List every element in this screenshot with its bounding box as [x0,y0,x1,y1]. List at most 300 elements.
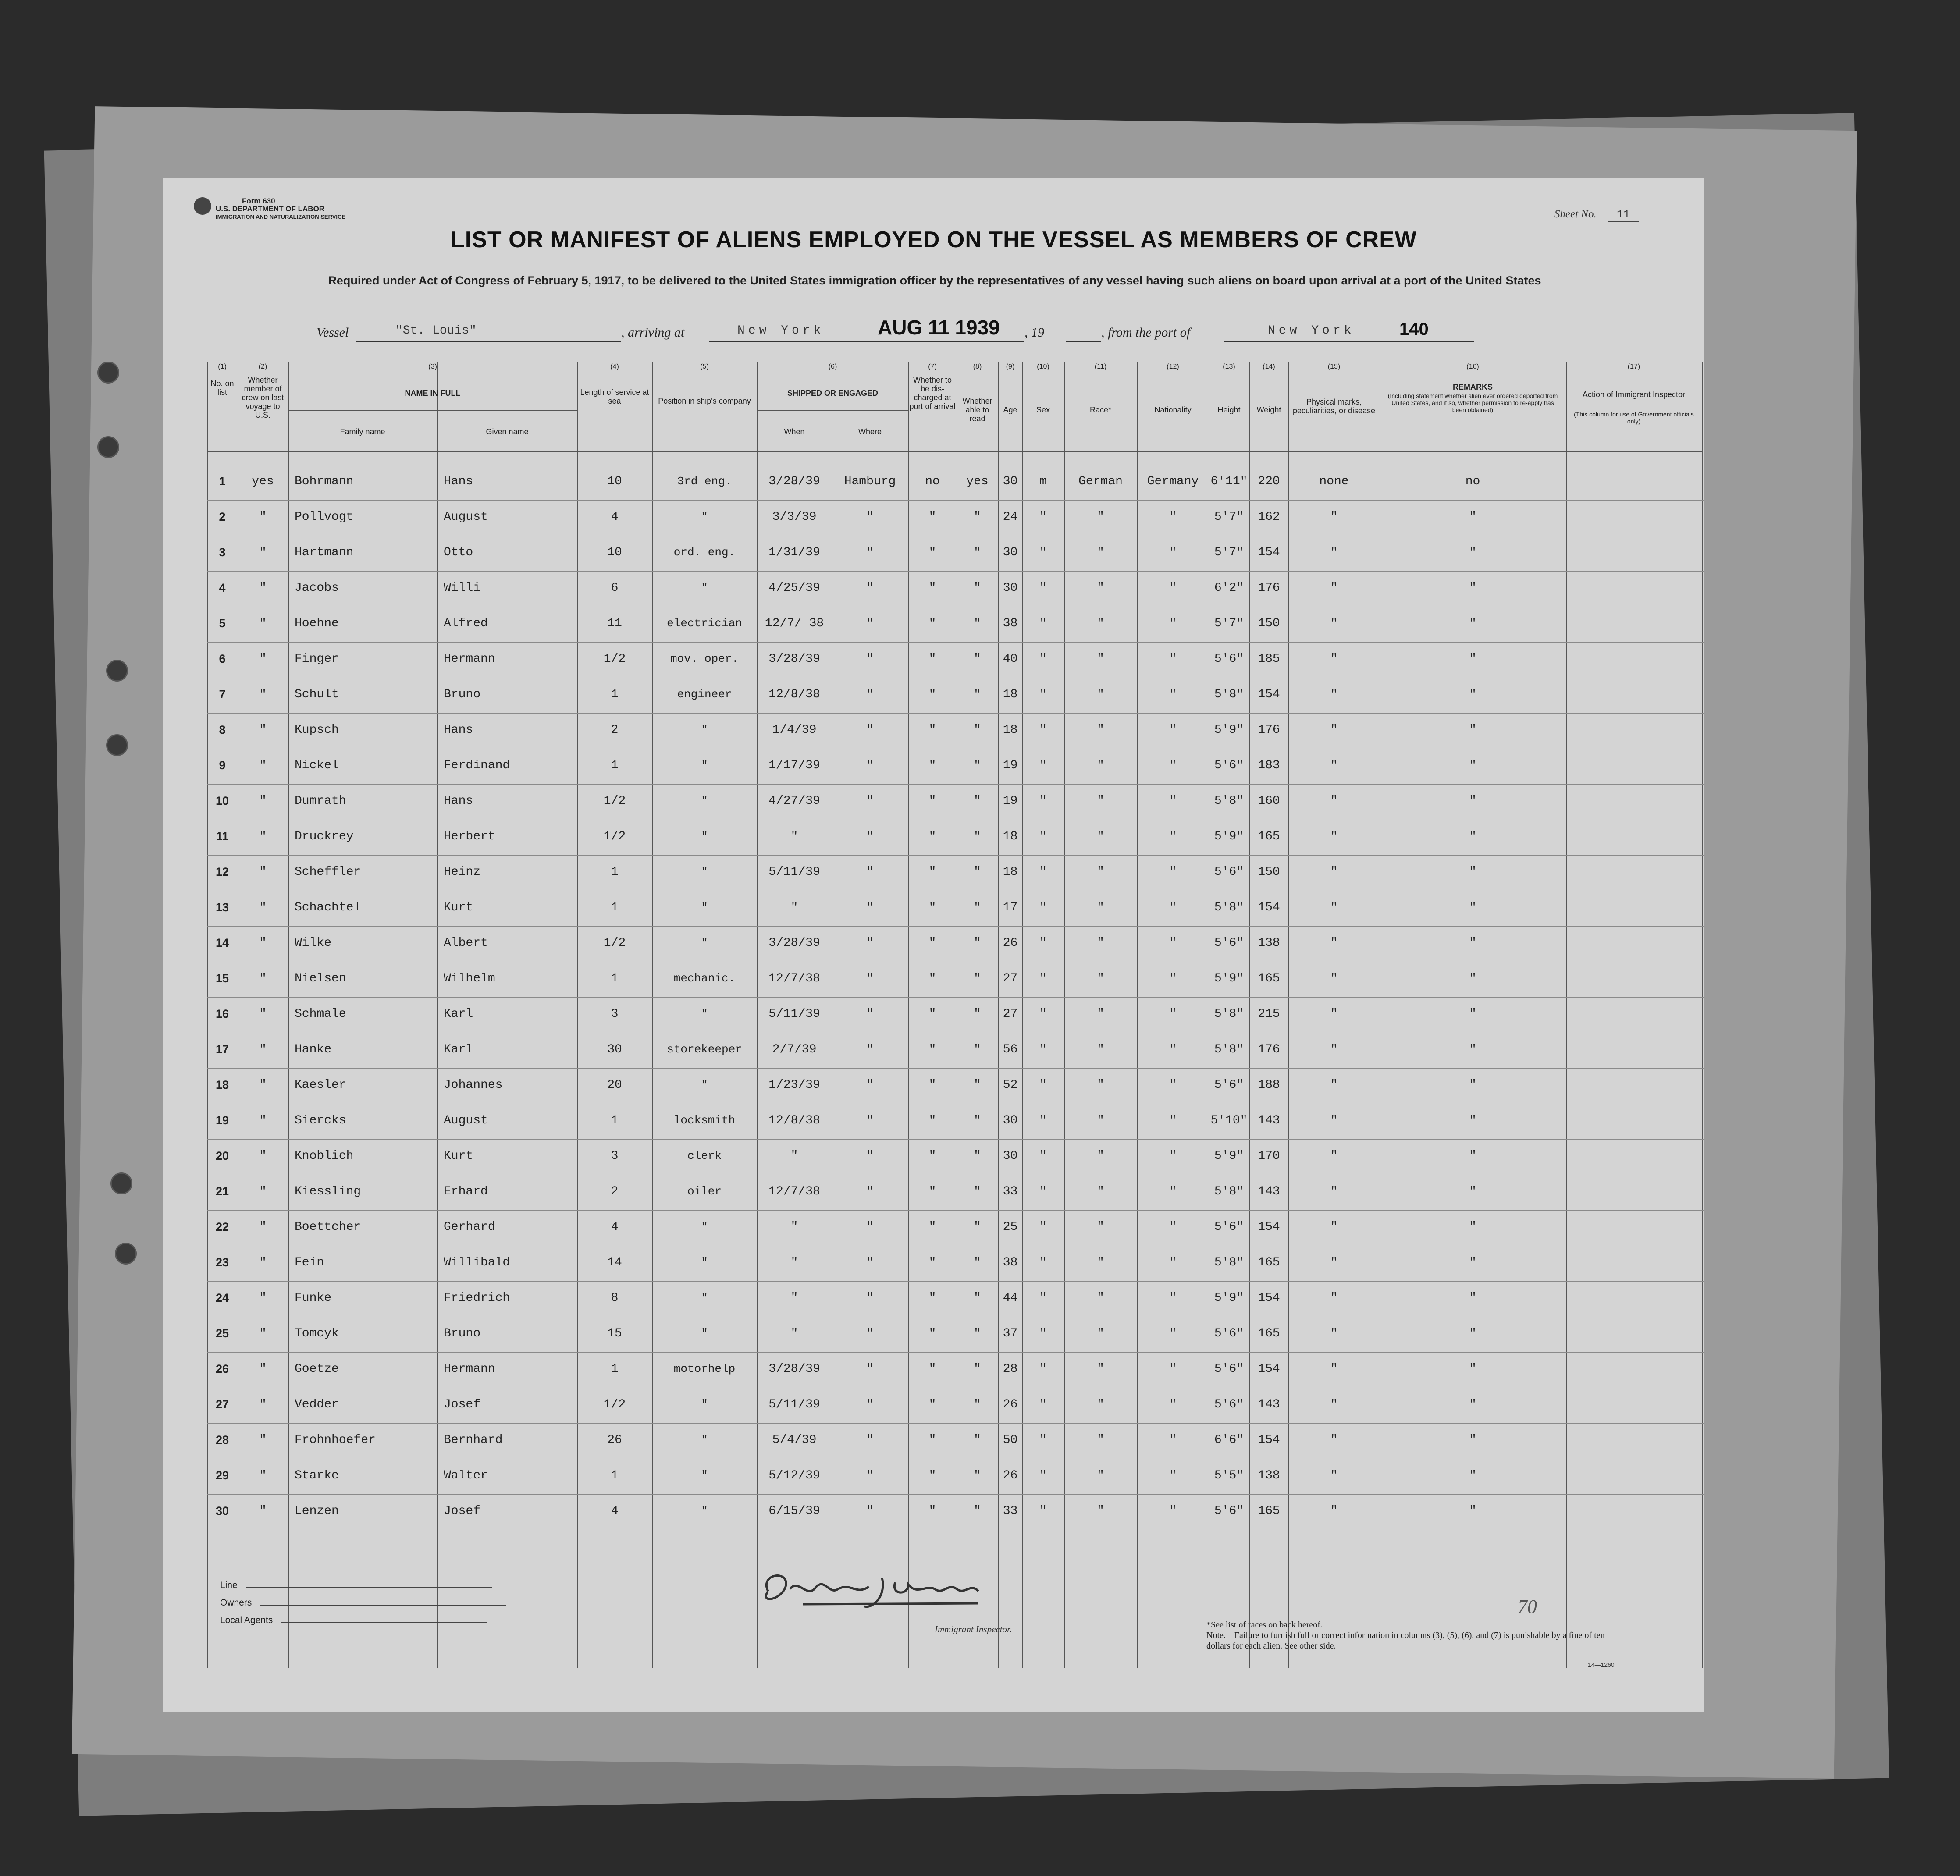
weight-cell: 188 [1258,1078,1280,1092]
age-cell: 52 [1003,1078,1018,1092]
can-read-cell: " [974,830,981,843]
discharged-cell: " [928,581,936,595]
physical-marks-cell: " [1330,652,1338,666]
shipped-where-cell: " [866,1362,874,1376]
header-discharged: Whether to be dis-charged at port of arrival [909,376,956,411]
nationality-cell: " [1169,723,1177,737]
service-cell: 1 [611,901,619,914]
sex-cell: " [1039,1469,1047,1482]
age-cell: 27 [1003,1007,1018,1021]
nationality-cell: " [1169,581,1177,595]
header-where: Where [858,427,882,436]
position-cell: ord. eng. [673,546,736,559]
nationality-cell: " [1169,1078,1177,1092]
sex-cell: " [1039,759,1047,772]
shipped-where-cell: " [866,617,874,630]
header-remarks-note: (Including statement whether alien ever ordered deported from United States, and if so, whether permission to re-apply has been obtained) [1387,392,1558,413]
nationality-cell: " [1169,972,1177,985]
weight-cell: 150 [1258,617,1280,630]
sex-cell: " [1039,1114,1047,1127]
weight-cell: 176 [1258,581,1280,595]
discharged-cell: " [928,794,936,808]
physical-marks-cell: " [1330,1114,1338,1127]
height-cell: 5'8" [1214,901,1244,914]
family-name-cell: Boettcher [295,1220,361,1234]
remarks-cell: " [1469,652,1476,666]
race-cell: " [1097,1362,1104,1376]
remarks-cell: " [1469,1078,1476,1092]
table-row [163,1033,1704,1069]
physical-marks-cell: " [1330,510,1338,524]
header-able-to-read: Whether able to read [962,397,992,423]
shipped-where-cell: " [866,1291,874,1305]
weight-cell: 165 [1258,1256,1280,1269]
can-read-cell: " [974,972,981,985]
remarks-cell: " [1469,865,1476,879]
discharged-cell: " [928,1149,936,1163]
race-cell: " [1097,1291,1104,1305]
height-cell: 5'6" [1214,1078,1244,1092]
col-num: (13) [1223,363,1235,370]
height-cell: 5'9" [1214,723,1244,737]
header-service-at-sea: Length of service at sea [580,388,649,405]
row-number: 16 [215,1007,229,1020]
row-number: 27 [215,1398,229,1411]
prev-voyage-cell: " [259,1185,267,1198]
physical-marks-cell: " [1330,1078,1338,1092]
row-number: 9 [219,759,226,772]
physical-marks-cell: " [1330,546,1338,559]
table-row [163,1459,1704,1495]
discharged-cell: " [928,510,936,524]
header-age: Age [1003,405,1017,414]
service-cell: 3 [611,1149,619,1163]
handwritten-mark: 70 [1518,1596,1537,1617]
physical-marks-cell: " [1330,723,1338,737]
prev-voyage-cell: " [259,1114,267,1127]
table-row [163,1069,1704,1104]
table-row [163,536,1704,572]
position-cell: " [701,1220,708,1233]
remarks-cell: " [1469,1398,1476,1411]
family-name-cell: Pollvogt [295,510,354,524]
service-cell: 2 [611,723,619,737]
age-cell: 18 [1003,865,1018,879]
sex-cell: " [1039,1504,1047,1518]
can-read-cell: " [974,1504,981,1518]
header-race: Race* [1089,405,1112,414]
shipped-where-cell: " [866,723,874,737]
shipped-when-cell: " [790,901,798,914]
table-row [163,1246,1704,1282]
weight-cell: 165 [1258,830,1280,843]
can-read-cell: " [974,1291,981,1305]
nationality-cell: " [1169,1220,1177,1234]
height-cell: 5'9" [1214,1149,1244,1163]
shipped-when-cell: 1/17/39 [768,759,820,772]
discharged-cell: " [928,546,936,559]
footer-fields [220,1580,506,1633]
family-name-cell: Kaesler [295,1078,346,1092]
shipped-where-cell: " [866,936,874,950]
family-name-cell: Kiessling [295,1185,361,1198]
shipped-when-cell: 1/4/39 [772,723,817,737]
discharged-cell: " [928,1007,936,1021]
row-number: 24 [215,1291,229,1304]
sex-cell: " [1039,510,1047,524]
race-cell: " [1097,652,1104,666]
given-name-cell: Josef [444,1398,481,1411]
service-cell: 14 [607,1256,622,1269]
physical-marks-cell: " [1330,1043,1338,1056]
table-row [163,1353,1704,1388]
physical-marks-cell: " [1330,830,1338,843]
position-cell: " [701,865,708,878]
nationality-cell: " [1169,1362,1177,1376]
discharged-cell: " [928,1291,936,1305]
discharged-cell: " [928,1362,936,1376]
prev-voyage-cell: " [259,1398,267,1411]
height-cell: 5'8" [1214,794,1244,808]
can-read-cell: " [974,1043,981,1056]
age-cell: 30 [1003,475,1018,488]
service-name: IMMIGRATION AND NATURALIZATION SERVICE [216,213,346,220]
age-cell: 19 [1003,759,1018,772]
race-cell: " [1097,1327,1104,1340]
local-agents-blank [281,1622,487,1623]
given-name-cell: Ferdinand [444,759,510,772]
given-name-cell: Hans [444,723,473,737]
table-row [163,1495,1704,1530]
row-number: 20 [215,1149,229,1162]
can-read-cell: " [974,581,981,595]
family-name-cell: Dumrath [295,794,346,808]
header-remarks: REMARKS [1452,383,1493,391]
col-num: (5) [700,363,709,370]
punch-hole [106,660,128,682]
remarks-cell: " [1469,1469,1476,1482]
prev-voyage-cell: " [259,865,267,879]
age-cell: 30 [1003,581,1018,595]
age-cell: 17 [1003,901,1018,914]
prev-voyage-cell: " [259,723,267,737]
physical-marks-cell: " [1330,759,1338,772]
race-note: *See list of races on back hereof. [1206,1620,1323,1630]
remarks-cell: " [1469,1149,1476,1163]
shipped-when-cell: 5/11/39 [768,1398,820,1411]
shipped-when-cell: 5/12/39 [768,1469,820,1482]
can-read-cell: " [974,936,981,950]
shipped-where-cell: " [866,901,874,914]
given-name-cell: Kurt [444,1149,473,1163]
nationality-cell: " [1169,1327,1177,1340]
sex-cell: " [1039,1220,1047,1234]
given-name-cell: Walter [444,1469,488,1482]
race-cell: " [1097,723,1104,737]
height-cell: 5'7" [1214,617,1244,630]
shipped-where-cell: " [866,1185,874,1198]
prev-voyage-cell: " [259,1149,267,1163]
shipped-where-cell: " [866,759,874,772]
table-row [163,1388,1704,1424]
remarks-cell: " [1469,1114,1476,1127]
family-name-cell: Goetze [295,1362,339,1376]
race-cell: " [1097,865,1104,879]
nationality-cell: " [1169,652,1177,666]
page-subtitle: Required under Act of Congress of February 5, 1917, to be delivered to the United States immigration officer by the representatives of any vessel having such aliens on board upon arrival at a port of the United States [328,274,1541,287]
given-name-cell: Bruno [444,1327,481,1340]
vessel-underline [356,341,621,342]
prev-voyage-cell: " [259,1220,267,1234]
remarks-cell: " [1469,972,1476,985]
sex-cell: " [1039,546,1047,559]
age-cell: 38 [1003,1256,1018,1269]
race-cell: " [1097,1078,1104,1092]
remarks-cell: " [1469,1256,1476,1269]
service-cell: 30 [607,1043,622,1056]
physical-marks-cell: " [1330,794,1338,808]
table-row [163,572,1704,607]
race-cell: " [1097,1504,1104,1518]
remarks-cell: " [1469,1007,1476,1021]
row-number: 5 [219,617,226,630]
physical-marks-cell: " [1330,972,1338,985]
nationality-cell: " [1169,1433,1177,1447]
local-agents-label: Local Agents [220,1615,273,1625]
age-cell: 18 [1003,723,1018,737]
physical-marks-cell: " [1330,1398,1338,1411]
shipped-when-cell: 4/27/39 [768,794,820,808]
shipped-when-cell: 3/3/39 [772,510,817,524]
race-cell: " [1097,617,1104,630]
row-number: 6 [219,652,226,665]
weight-cell: 143 [1258,1114,1280,1127]
physical-marks-cell: none [1319,475,1349,488]
shipped-where-cell: " [866,546,874,559]
given-name-cell: Johannes [444,1078,503,1092]
position-cell: " [701,901,708,914]
table-row [163,785,1704,820]
page-title: LIST OR MANIFEST OF ALIENS EMPLOYED ON THE VESSEL AS MEMBERS OF CREW [451,227,1417,252]
nationality-cell: " [1169,1185,1177,1198]
row-number: 4 [219,581,226,594]
race-cell: " [1097,901,1104,914]
discharged-cell: " [928,1220,936,1234]
table-row [163,1282,1704,1317]
prev-voyage-cell: " [259,1078,267,1092]
remarks-cell: " [1469,546,1476,559]
header-position: Position in ship's company [658,397,751,405]
given-name-cell: Otto [444,546,473,559]
service-cell: 1/2 [603,830,626,843]
service-cell: 1 [611,1362,619,1376]
shipped-when-cell: 1/23/39 [768,1078,820,1092]
weight-cell: 154 [1258,901,1280,914]
weight-cell: 154 [1258,546,1280,559]
prev-voyage-cell: " [259,1469,267,1482]
remarks-cell: " [1469,581,1476,595]
position-cell: oiler [687,1185,722,1198]
given-name-cell: Hermann [444,1362,495,1376]
service-cell: 15 [607,1327,622,1340]
sex-cell: " [1039,1078,1047,1092]
position-cell: mechanic. [673,972,736,985]
shipped-when-cell: 5/4/39 [772,1433,817,1447]
service-cell: 26 [607,1433,622,1447]
height-cell: 5'6" [1214,1398,1244,1411]
col-num: (1) [218,363,227,370]
sex-cell: " [1039,1362,1047,1376]
table-row [163,1175,1704,1211]
form-number: Form 630 [242,197,275,205]
table-row [163,749,1704,785]
header-inspector-action: Action of Immigrant Inspector [1582,390,1686,399]
service-cell: 11 [607,617,622,630]
position-cell: " [701,794,708,807]
shipped-when-cell: 12/7/38 [768,972,820,985]
can-read-cell: " [974,617,981,630]
given-name-cell: Friedrich [444,1291,510,1305]
nationality-cell: " [1169,901,1177,914]
discharged-cell: " [928,688,936,701]
position-cell: " [701,1078,708,1091]
can-read-cell: " [974,1149,981,1163]
discharged-cell: " [928,1398,936,1411]
position-cell: " [701,1398,708,1411]
height-cell: 5'8" [1214,688,1244,701]
sex-cell: " [1039,1433,1047,1447]
service-cell: 1/2 [603,1398,626,1411]
shipped-where-cell: " [866,510,874,524]
can-read-cell: " [974,901,981,914]
race-cell: " [1097,688,1104,701]
height-cell: 5'5" [1214,1469,1244,1482]
row-number: 22 [215,1220,229,1233]
physical-marks-cell: " [1330,1291,1338,1305]
position-cell: motorhelp [673,1362,736,1375]
given-name-cell: Erhard [444,1185,488,1198]
race-cell: " [1097,936,1104,950]
can-read-cell: yes [966,475,989,488]
service-cell: 1 [611,865,619,879]
discharged-cell: " [928,652,936,666]
remarks-cell: no [1465,475,1480,488]
service-cell: 4 [611,1220,619,1234]
given-name-cell: Hans [444,475,473,488]
col-num: (8) [973,363,982,370]
prev-voyage-cell: " [259,972,267,985]
discharged-cell: " [928,1504,936,1518]
nationality-cell: " [1169,936,1177,950]
shipped-when-cell: 3/28/39 [768,652,820,666]
race-cell: " [1097,546,1104,559]
physical-marks-cell: " [1330,581,1338,595]
row-number: 3 [219,546,226,559]
can-read-cell: " [974,688,981,701]
shipped-when-cell: 6/15/39 [768,1504,820,1518]
arriving-underline [709,341,1024,342]
weight-cell: 138 [1258,936,1280,950]
service-cell: 3 [611,1007,619,1021]
prev-voyage-cell: " [259,1256,267,1269]
family-name-cell: Scheffler [295,865,361,879]
shipped-where-cell: " [866,1078,874,1092]
table-row [163,1424,1704,1459]
remarks-cell: " [1469,794,1476,808]
position-cell: " [701,1291,708,1304]
service-cell: 2 [611,1185,619,1198]
height-cell: 6'11" [1210,475,1248,488]
position-cell: mov. oper. [670,652,739,665]
prev-voyage-cell: " [259,1043,267,1056]
discharged-cell: " [928,1185,936,1198]
age-cell: 26 [1003,1398,1018,1411]
race-cell: " [1097,510,1104,524]
shipped-when-cell: " [790,1327,798,1340]
position-cell: " [701,1433,708,1446]
age-cell: 30 [1003,1114,1018,1127]
sex-cell: " [1039,1256,1047,1269]
discharged-cell: " [928,936,936,950]
can-read-cell: " [974,1078,981,1092]
prev-voyage-cell: " [259,617,267,630]
punch-hole [115,1243,137,1265]
nationality-cell: " [1169,865,1177,879]
shipped-when-cell: 1/31/39 [768,546,820,559]
position-cell: " [701,936,708,949]
given-name-cell: Wilhelm [444,972,495,985]
header-rule [288,410,577,411]
nationality-cell: " [1169,688,1177,701]
nationality-cell: " [1169,794,1177,808]
shipped-when-cell: 12/8/38 [768,1114,820,1127]
given-name-cell: Karl [444,1043,473,1056]
col-num: (15) [1327,363,1341,370]
given-name-cell: Josef [444,1504,481,1518]
age-cell: 44 [1003,1291,1018,1305]
prev-voyage-cell: " [259,901,267,914]
sex-cell: " [1039,901,1047,914]
height-cell: 5'8" [1214,1007,1244,1021]
row-number: 15 [215,972,229,985]
shipped-when-cell: " [790,1149,798,1163]
prev-voyage-cell: " [259,652,267,666]
age-cell: 18 [1003,830,1018,843]
shipped-when-cell: 3/28/39 [768,475,820,488]
height-cell: 6'6" [1214,1433,1244,1447]
sheet-number-label: Sheet No. [1554,208,1597,220]
height-cell: 5'10" [1210,1114,1248,1127]
remarks-cell: " [1469,723,1476,737]
service-cell: 1 [611,759,619,772]
race-cell: " [1097,972,1104,985]
table-row [163,927,1704,962]
shipped-when-cell: 5/11/39 [768,1007,820,1021]
given-name-cell: August [444,510,488,524]
vessel-value: "St. Louis" [395,324,477,338]
header-bottom-rule [207,451,1702,452]
table-row [163,465,1704,501]
service-cell: 10 [607,475,622,488]
physical-marks-cell: " [1330,617,1338,630]
col-num: (7) [928,363,937,370]
prev-voyage-cell: " [259,1291,267,1305]
shipped-where-cell: " [866,1504,874,1518]
height-cell: 5'7" [1214,510,1244,524]
prev-voyage-cell: " [259,688,267,701]
prev-voyage-cell: " [259,1433,267,1447]
service-cell: 10 [607,546,622,559]
